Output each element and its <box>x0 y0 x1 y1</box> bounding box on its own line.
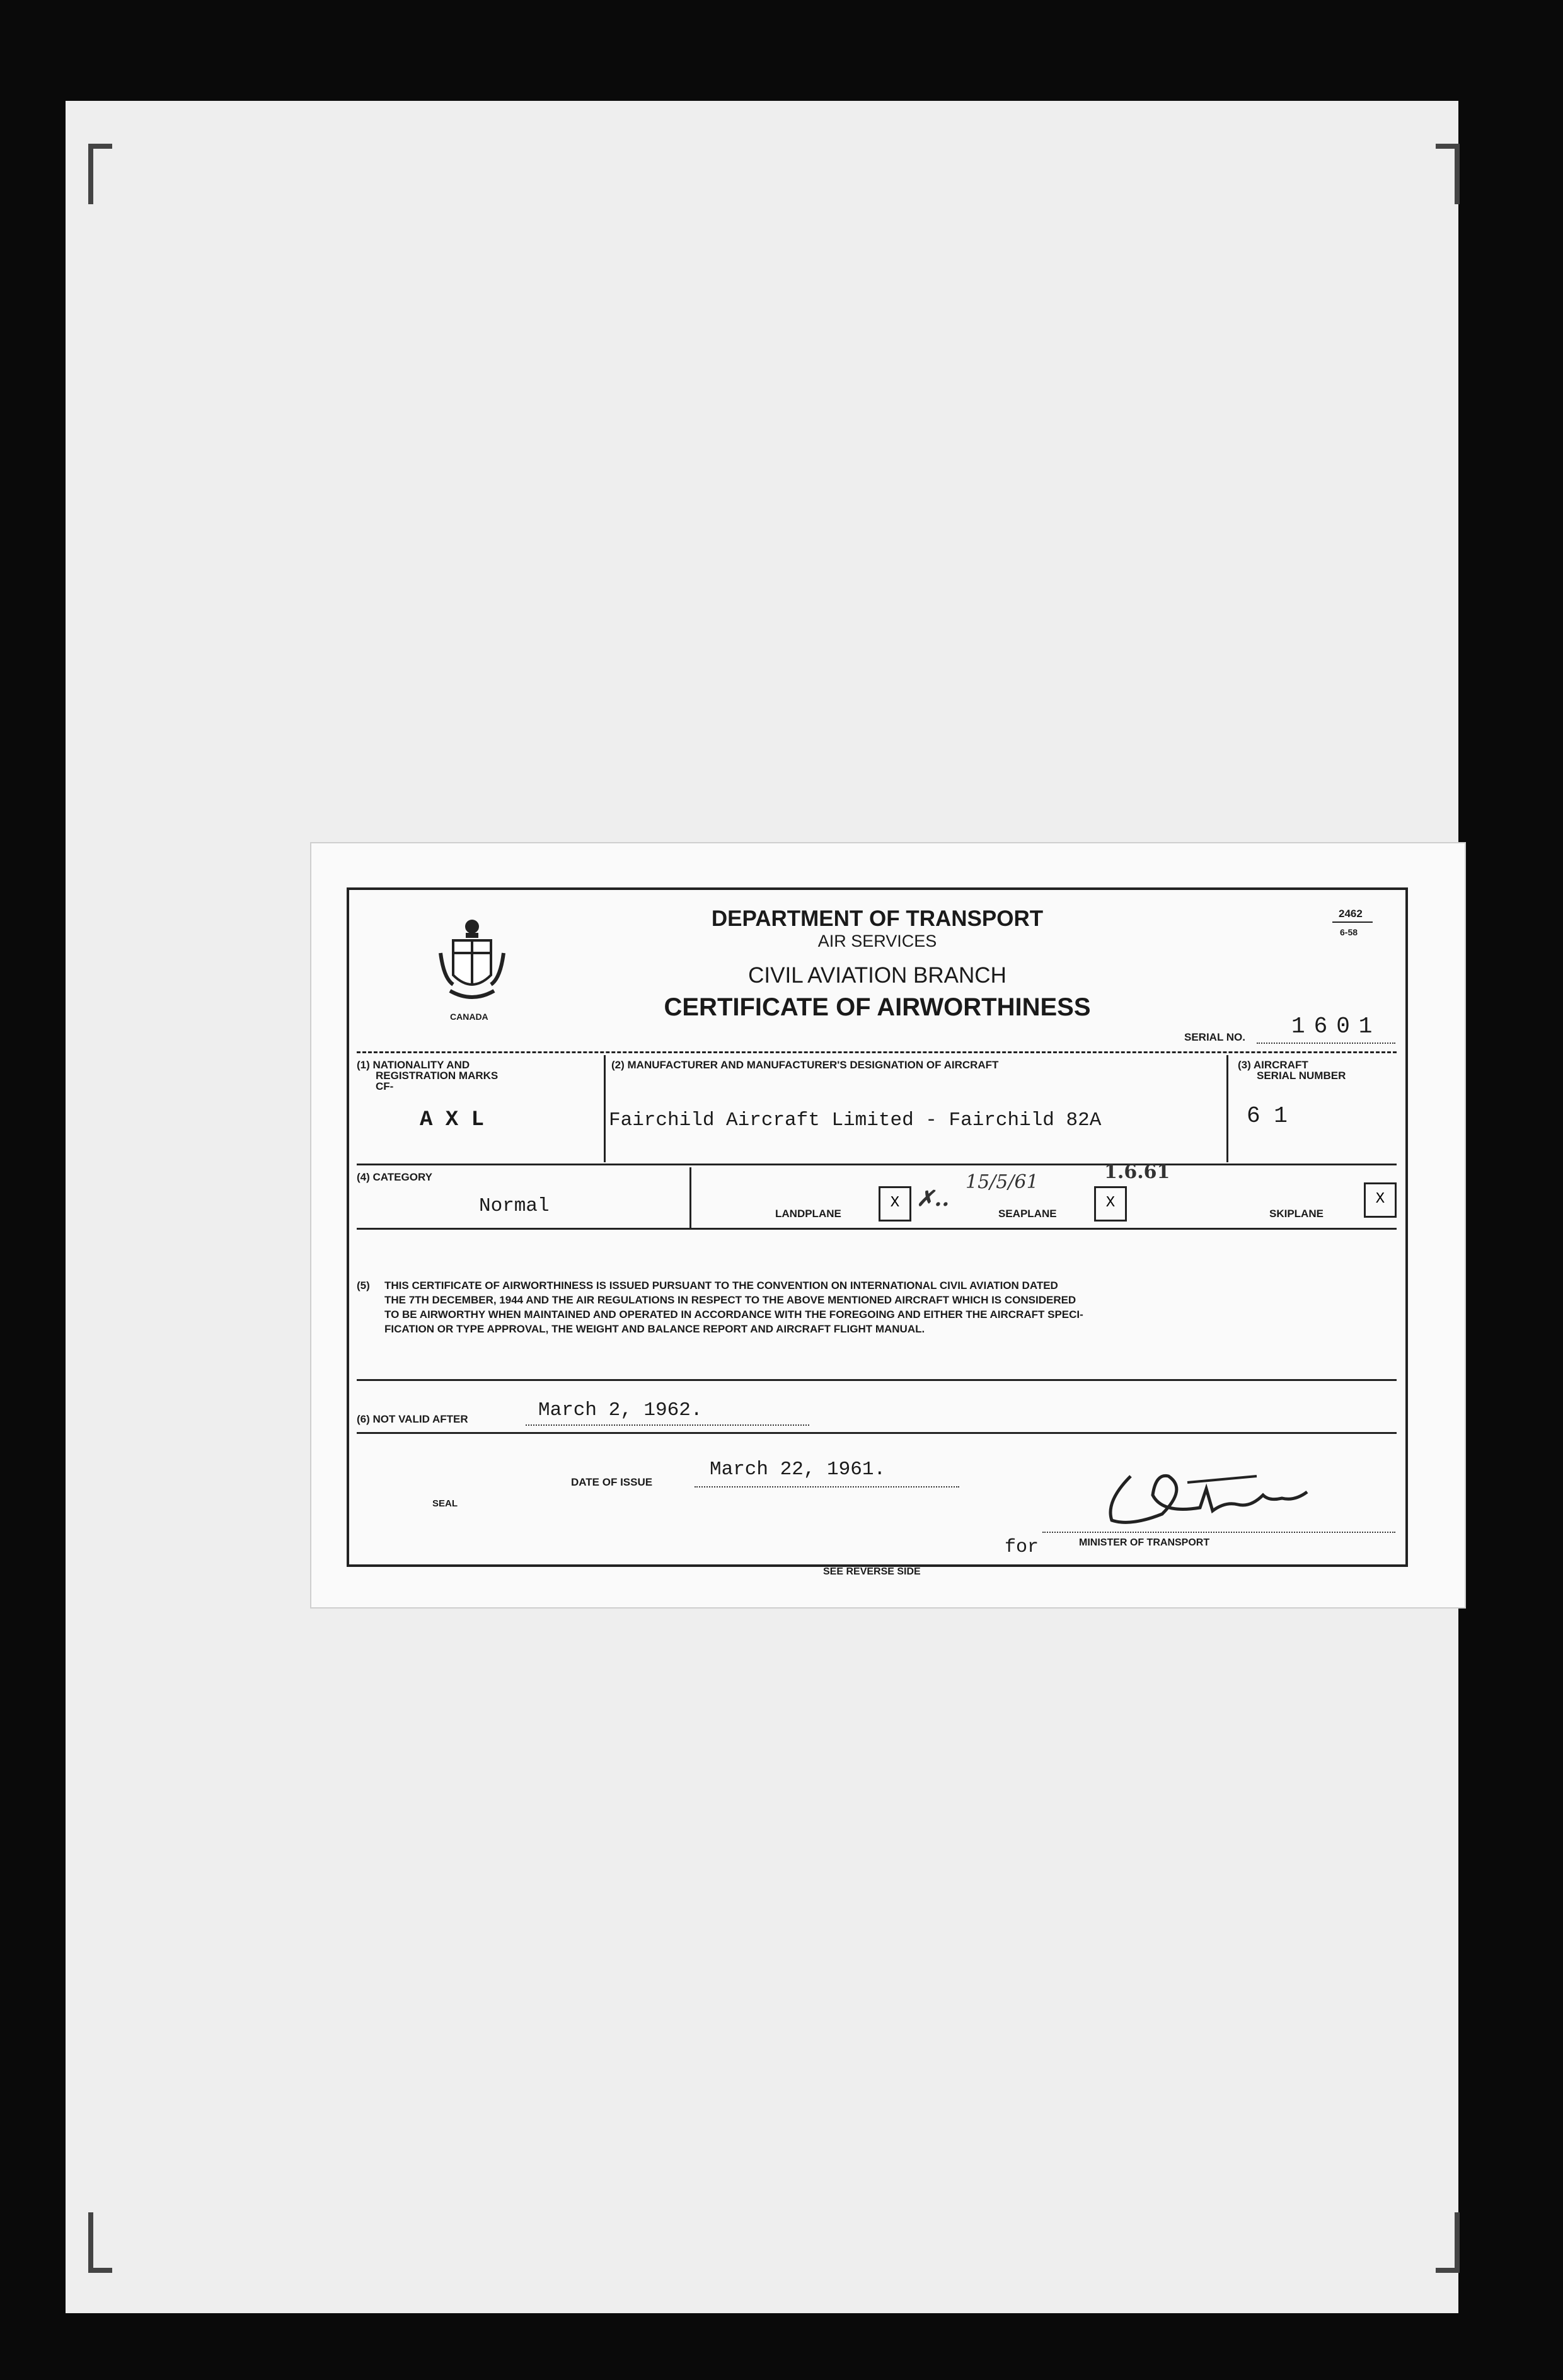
landplane-checkbox[interactable]: X <box>879 1186 911 1222</box>
airworthiness-certificate <box>310 842 1466 1609</box>
skiplane-checkbox[interactable]: X <box>1364 1182 1397 1218</box>
date-of-issue-value: March 22, 1961. <box>710 1459 886 1481</box>
nationality-label-line1: (1) NATIONALITY AND <box>357 1059 470 1071</box>
crop-mark-top-left <box>88 144 112 204</box>
air-services-heading: AIR SERVICES <box>817 932 937 950</box>
certificate-frame <box>347 887 1408 1567</box>
registration-marks-value: A X L <box>420 1108 485 1132</box>
row2-divider <box>357 1164 1397 1165</box>
category-label: (4) CATEGORY <box>357 1171 432 1183</box>
not-valid-after-value: March 2, 1962. <box>538 1399 703 1421</box>
manufacturer-value: Fairchild Aircraft Limited - Fairchild 82A <box>609 1109 1102 1131</box>
header-divider <box>357 1051 1397 1053</box>
for-label: for <box>1005 1537 1039 1558</box>
serial-no-dotted-line <box>1257 1043 1395 1044</box>
nationality-label-line3: CF- <box>376 1080 394 1092</box>
not-valid-after-label: (6) NOT VALID AFTER <box>357 1413 468 1425</box>
landplane-handwritten-strike: ✗.. <box>916 1186 950 1211</box>
manufacturer-label: (2) MANUFACTURER AND MANUFACTURER'S DESIGNATION OF AIRCRAFT <box>611 1059 999 1071</box>
serial-no-label: SERIAL NO. <box>1184 1031 1245 1043</box>
certificate-title: CERTIFICATE OF AIRWORTHINESS <box>664 993 1091 1021</box>
aircraft-serial-label-line1: (3) AIRCRAFT <box>1238 1059 1308 1071</box>
minister-label: MINISTER OF TRANSPORT <box>1079 1537 1210 1548</box>
form-date: 6-58 <box>1340 927 1358 937</box>
form-number: 2462 <box>1339 908 1363 920</box>
branch-heading: CIVIL AVIATION BRANCH <box>748 963 1006 988</box>
form-number-rule <box>1332 921 1373 923</box>
category-divider <box>689 1167 691 1228</box>
divider-1-2 <box>604 1055 606 1162</box>
aircraft-serial-label-line2: SERIAL NUMBER <box>1257 1070 1346 1082</box>
department-heading: DEPARTMENT OF TRANSPORT <box>711 906 1044 931</box>
minister-signature <box>1093 1464 1345 1533</box>
handwritten-date-2: 1.6.61 <box>1104 1161 1170 1183</box>
crop-mark-top-right <box>1436 144 1460 204</box>
handwritten-date-1: 15/5/61 <box>966 1171 1039 1193</box>
seal-label: SEAL <box>432 1498 458 1509</box>
crop-mark-bottom-left <box>88 2212 112 2273</box>
divider-2-3 <box>1226 1055 1228 1162</box>
date-of-issue-line <box>695 1486 959 1488</box>
see-reverse-side-label: SEE REVERSE SIDE <box>823 1566 921 1577</box>
clause-5-label: (5) <box>357 1280 370 1291</box>
category-value: Normal <box>479 1195 550 1217</box>
nationality-label-line2: REGISTRATION MARKS <box>376 1070 499 1082</box>
row3-divider <box>357 1228 1397 1230</box>
row4-divider <box>357 1379 1397 1381</box>
seaplane-label: SEAPLANE <box>998 1208 1057 1220</box>
signature-line <box>1042 1532 1395 1533</box>
seaplane-checkbox[interactable]: X <box>1094 1186 1127 1222</box>
canada-label: CANADA <box>450 1012 488 1022</box>
clause-5-line4: FICATION OR TYPE APPROVAL, THE WEIGHT AND BALANCE REPORT AND AIRCRAFT FLIGHT MANUAL. <box>384 1323 925 1335</box>
not-valid-after-line <box>526 1424 809 1426</box>
date-of-issue-label: DATE OF ISSUE <box>571 1476 653 1488</box>
aircraft-serial-value: 6 1 <box>1247 1103 1288 1129</box>
skiplane-label: SKIPLANE <box>1269 1208 1324 1220</box>
clause-5-line2: THE 7TH DECEMBER, 1944 AND THE AIR REGULATIONS IN RESPECT TO THE ABOVE MENTIONED AIRCRAFT WHICH IS CONSIDERED <box>384 1294 1076 1306</box>
clause-5-line3: TO BE AIRWORTHY WHEN MAINTAINED AND OPERATED IN ACCORDANCE WITH THE FOREGOING AND EITHER THE AIRCRAFT SPECI- <box>384 1308 1083 1320</box>
crop-mark-bottom-right <box>1436 2212 1460 2273</box>
row5-divider <box>357 1432 1397 1434</box>
serial-no-value: 1601 <box>1291 1014 1381 1039</box>
clause-5-line1: THIS CERTIFICATE OF AIRWORTHINESS IS ISSUED PURSUANT TO THE CONVENTION ON INTERNATIONAL CIVIL AVIATION DATED <box>384 1280 1058 1291</box>
landplane-label: LANDPLANE <box>775 1208 841 1220</box>
